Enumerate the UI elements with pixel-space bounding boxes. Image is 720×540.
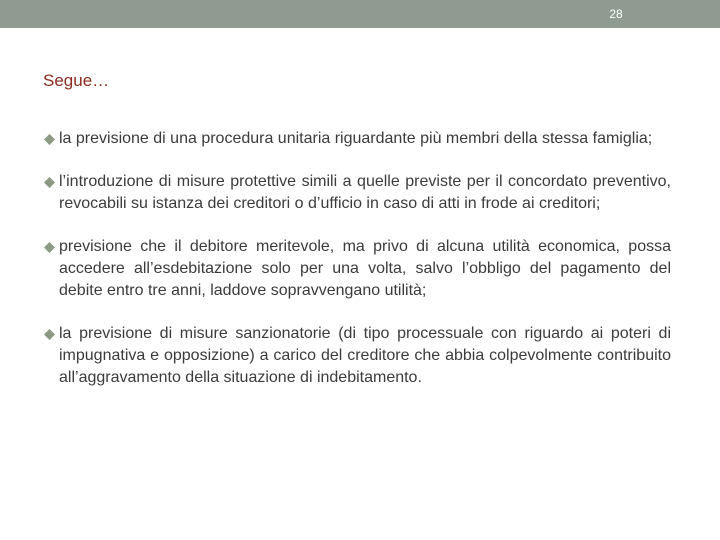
bullet-text: la previsione di una procedura unitaria riguardante più membri della stessa famiglia; xyxy=(59,130,653,147)
diamond-bullet-icon xyxy=(44,177,55,188)
bullet-list xyxy=(43,128,671,389)
diamond-bullet-icon xyxy=(44,242,55,253)
bullet-item-sanctions xyxy=(43,323,671,389)
bullet-text: previsione che il debitore meritevole, ma privo di alcuna utilità economica, possa accedere all’esdebitazione solo per una volta, salvo l’obbligo del pagamento del debite entro tre anni, laddove sopravvengano utilità; xyxy=(59,238,671,299)
top-bar xyxy=(0,0,720,28)
bullet-item-discharge xyxy=(43,236,671,302)
bullet-item-protective-measures xyxy=(43,171,671,215)
bullet-text: l’introduzione di misure protettive simili a quelle previste per il concordato preventivo, revocabili su istanza dei creditori o d’ufficio in caso di atti in frode ai creditori; xyxy=(59,173,671,212)
diamond-bullet-icon xyxy=(44,329,55,340)
diamond-bullet-icon xyxy=(44,134,55,145)
slide-number: 28 xyxy=(609,7,623,21)
bullet-text: la previsione di misure sanzionatorie (di tipo processuale con riguardo ai poteri di impugnativa e opposizione) a carico del creditore che abbia colpevolmente contribuito all’aggravamento della situazione di indebitamento. xyxy=(59,325,671,386)
bullet-item-family-procedure xyxy=(43,128,671,150)
slide-subtitle: Segue… xyxy=(43,71,110,90)
